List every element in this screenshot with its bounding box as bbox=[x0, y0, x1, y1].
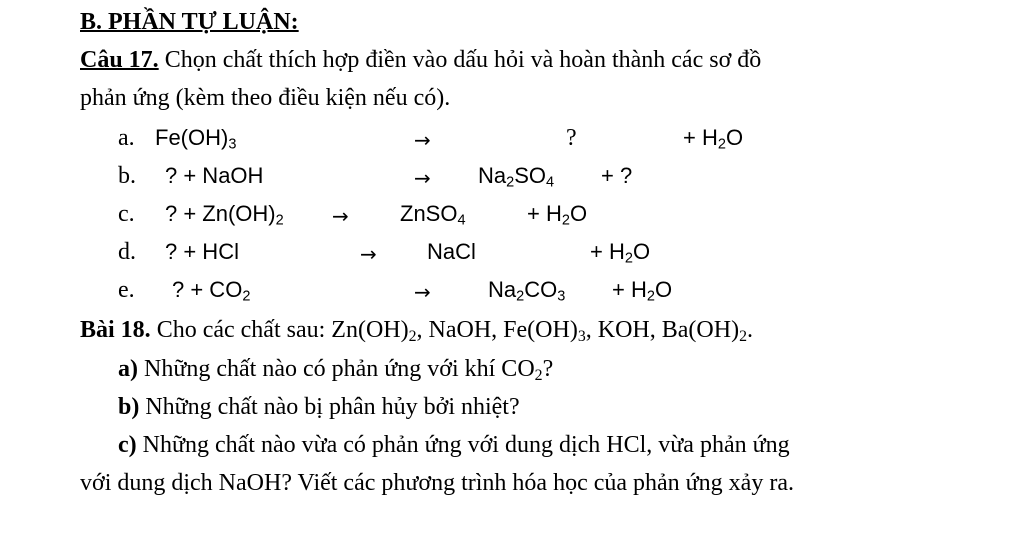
arrow: → bbox=[414, 166, 431, 190]
product-1: $Na_2SO_4$ bbox=[478, 163, 555, 191]
arrow: → bbox=[360, 242, 377, 266]
reactant: ? + $Zn(OH)_2$ bbox=[165, 201, 284, 229]
question-18-intro: Bài 18. Cho các chất sau: $Zn(OH)_2$, NaOH, $Fe(OH)_3$, KOH, $Ba(OH)_2$. bbox=[80, 317, 753, 345]
question-18-label: Bài 18. bbox=[80, 317, 151, 343]
question-17-label: Câu 17. bbox=[80, 47, 159, 73]
product-water: + $H_2O$ bbox=[590, 239, 651, 267]
question-17-line1: Câu 17. Chọn chất thích hợp điền vào dấu hỏi và hoàn thành các sơ đồ bbox=[80, 47, 762, 73]
product-water: + $H_2O$ bbox=[683, 125, 744, 153]
arrow: → bbox=[414, 280, 431, 304]
section-title: B. PHẦN TỰ LUẬN: bbox=[80, 9, 299, 35]
arrow: → bbox=[414, 128, 431, 152]
product-1: ZnSO$_4$ bbox=[400, 201, 466, 229]
question-18b: b) Những chất nào bị phân hủy bởi nhiệt? bbox=[118, 394, 520, 420]
question-18c-line2: với dung dịch NaOH? Viết các phương trình hóa học của phản ứng xảy ra. bbox=[80, 470, 794, 496]
question-18c-line1: c) Những chất nào vừa có phản ứng với dung dịch HCl, vừa phản ứng bbox=[118, 432, 790, 458]
product-water: + $H_2O$ bbox=[612, 277, 673, 305]
question-18a: a) Những chất nào có phản ứng với khí $CO_2$? bbox=[118, 356, 554, 384]
product-1: $Na_2CO_3$ bbox=[488, 277, 566, 305]
reactant: ? + $CO_2$ bbox=[172, 277, 251, 305]
product-water: + $H_2O$ bbox=[527, 201, 588, 229]
reactant: $Fe(OH)_3$ bbox=[155, 125, 237, 153]
question-17-line2: phản ứng (kèm theo điều kiện nếu có). bbox=[80, 85, 451, 111]
arrow: → bbox=[332, 204, 349, 228]
